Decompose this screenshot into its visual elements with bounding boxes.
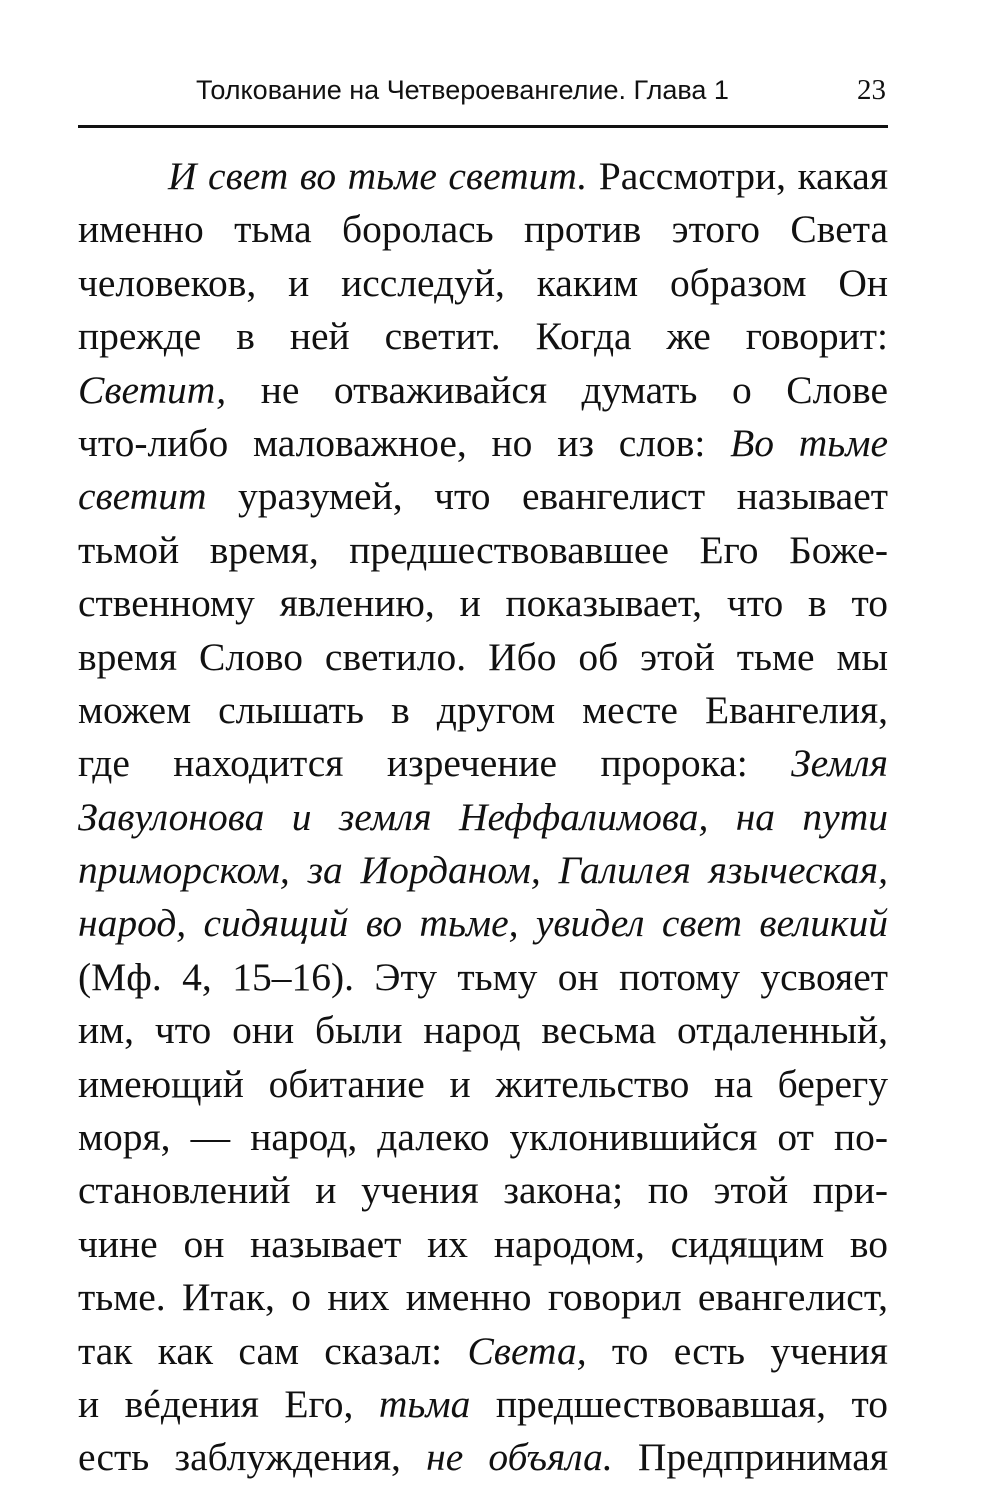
text-line (78, 1431, 888, 1484)
text-segment: чине он называет их народом, сидящим во (78, 1221, 888, 1266)
text-line (78, 310, 888, 363)
text-line (78, 203, 888, 256)
text-segment: время Слово светило. Ибо об этой тьме мы (78, 634, 888, 679)
text-line (78, 417, 888, 470)
text-segment: именно тьма боролась против этого Света (78, 207, 888, 252)
italic-quote-text: И свет во тьме светит. (168, 154, 588, 198)
text-segment: уразумей, что евангелист называет (206, 474, 888, 519)
text-segment: имеющий обитание и жительство на берегу (78, 1061, 888, 1106)
body-text (78, 150, 888, 1485)
italic-quote-text: приморском, за Иорданом, Галилея языческая, (78, 848, 888, 893)
text-segment: что-либо маловажное, но из слов: (78, 420, 731, 465)
text-segment: человеков, и исследуй, каким образом Он (78, 260, 888, 305)
text-segment: и вéдения Его, (78, 1381, 379, 1426)
text-line (78, 951, 888, 1004)
page-number: 23 (857, 74, 886, 106)
text-segment: то есть учения (586, 1328, 888, 1373)
header-rule (78, 125, 888, 128)
text-line (78, 1164, 888, 1217)
text-segment: ственному явлению, и показывает, что в то (78, 581, 888, 626)
text-segment: предшествовавшая, то (470, 1381, 888, 1426)
italic-quote-text: Завулонова и земля Неффалимова, на пути (78, 794, 888, 839)
text-segment: где находится изречение пророка: (78, 741, 792, 786)
text-segment: моря, — народ, далеко уклонившийся от по- (78, 1115, 888, 1160)
text-line (78, 844, 888, 897)
text-segment: так как сам сказал: (78, 1328, 468, 1373)
italic-quote-text: Земля (791, 741, 888, 786)
text-line (78, 524, 888, 577)
text-segment: есть заблуждения, (78, 1435, 427, 1480)
italic-quote-text: Во тьме (730, 420, 888, 465)
text-line (78, 577, 888, 630)
text-line (78, 791, 888, 844)
text-line (78, 150, 888, 203)
text-line (78, 1218, 888, 1271)
text-line (78, 1004, 888, 1057)
italic-quote-text: светит (78, 474, 207, 519)
text-segment: (Мф. 4, 15–16). Эту тьму он потому усвояет (78, 954, 888, 999)
text-segment: Предпринимая (612, 1435, 888, 1480)
text-line (78, 364, 888, 417)
text-segment: прежде в ней светит. Когда же говорит: (78, 314, 888, 359)
text-segment: тьмой время, предшествовавшее Его Боже- (78, 527, 888, 572)
text-segment: им, что они были народ весьма отдаленный, (78, 1008, 888, 1053)
text-segment: тьме. Итак, о них именно говорил евангелист, (78, 1275, 888, 1320)
text-line (78, 1111, 888, 1164)
text-segment: можем слышать в другом месте Евангелия, (78, 687, 888, 732)
text-line (78, 684, 888, 737)
text-line (78, 737, 888, 790)
italic-quote-text: Света, (467, 1328, 587, 1373)
text-line (78, 1378, 888, 1431)
text-line (78, 1325, 888, 1378)
text-line (78, 1058, 888, 1111)
italic-quote-text: тьма (378, 1381, 471, 1426)
text-segment: не отваживайся думать о Слове (226, 367, 888, 412)
italic-quote-text: Светит, (78, 367, 227, 412)
text-line (78, 897, 888, 950)
running-head (78, 68, 888, 112)
italic-quote-text: народ, сидящий во тьме, увидел свет великий (78, 901, 888, 946)
italic-quote-text: не объяла. (426, 1435, 613, 1480)
text-line (78, 1271, 888, 1324)
text-segment: становлений и учения закона; по этой при- (78, 1168, 888, 1213)
text-line (78, 257, 888, 310)
text-line (78, 470, 888, 523)
text-segment: Рассмотри, какая (587, 154, 888, 198)
text-line (78, 631, 888, 684)
running-title: Толкование на Четвероевангелие. Глава 1 (196, 75, 729, 105)
